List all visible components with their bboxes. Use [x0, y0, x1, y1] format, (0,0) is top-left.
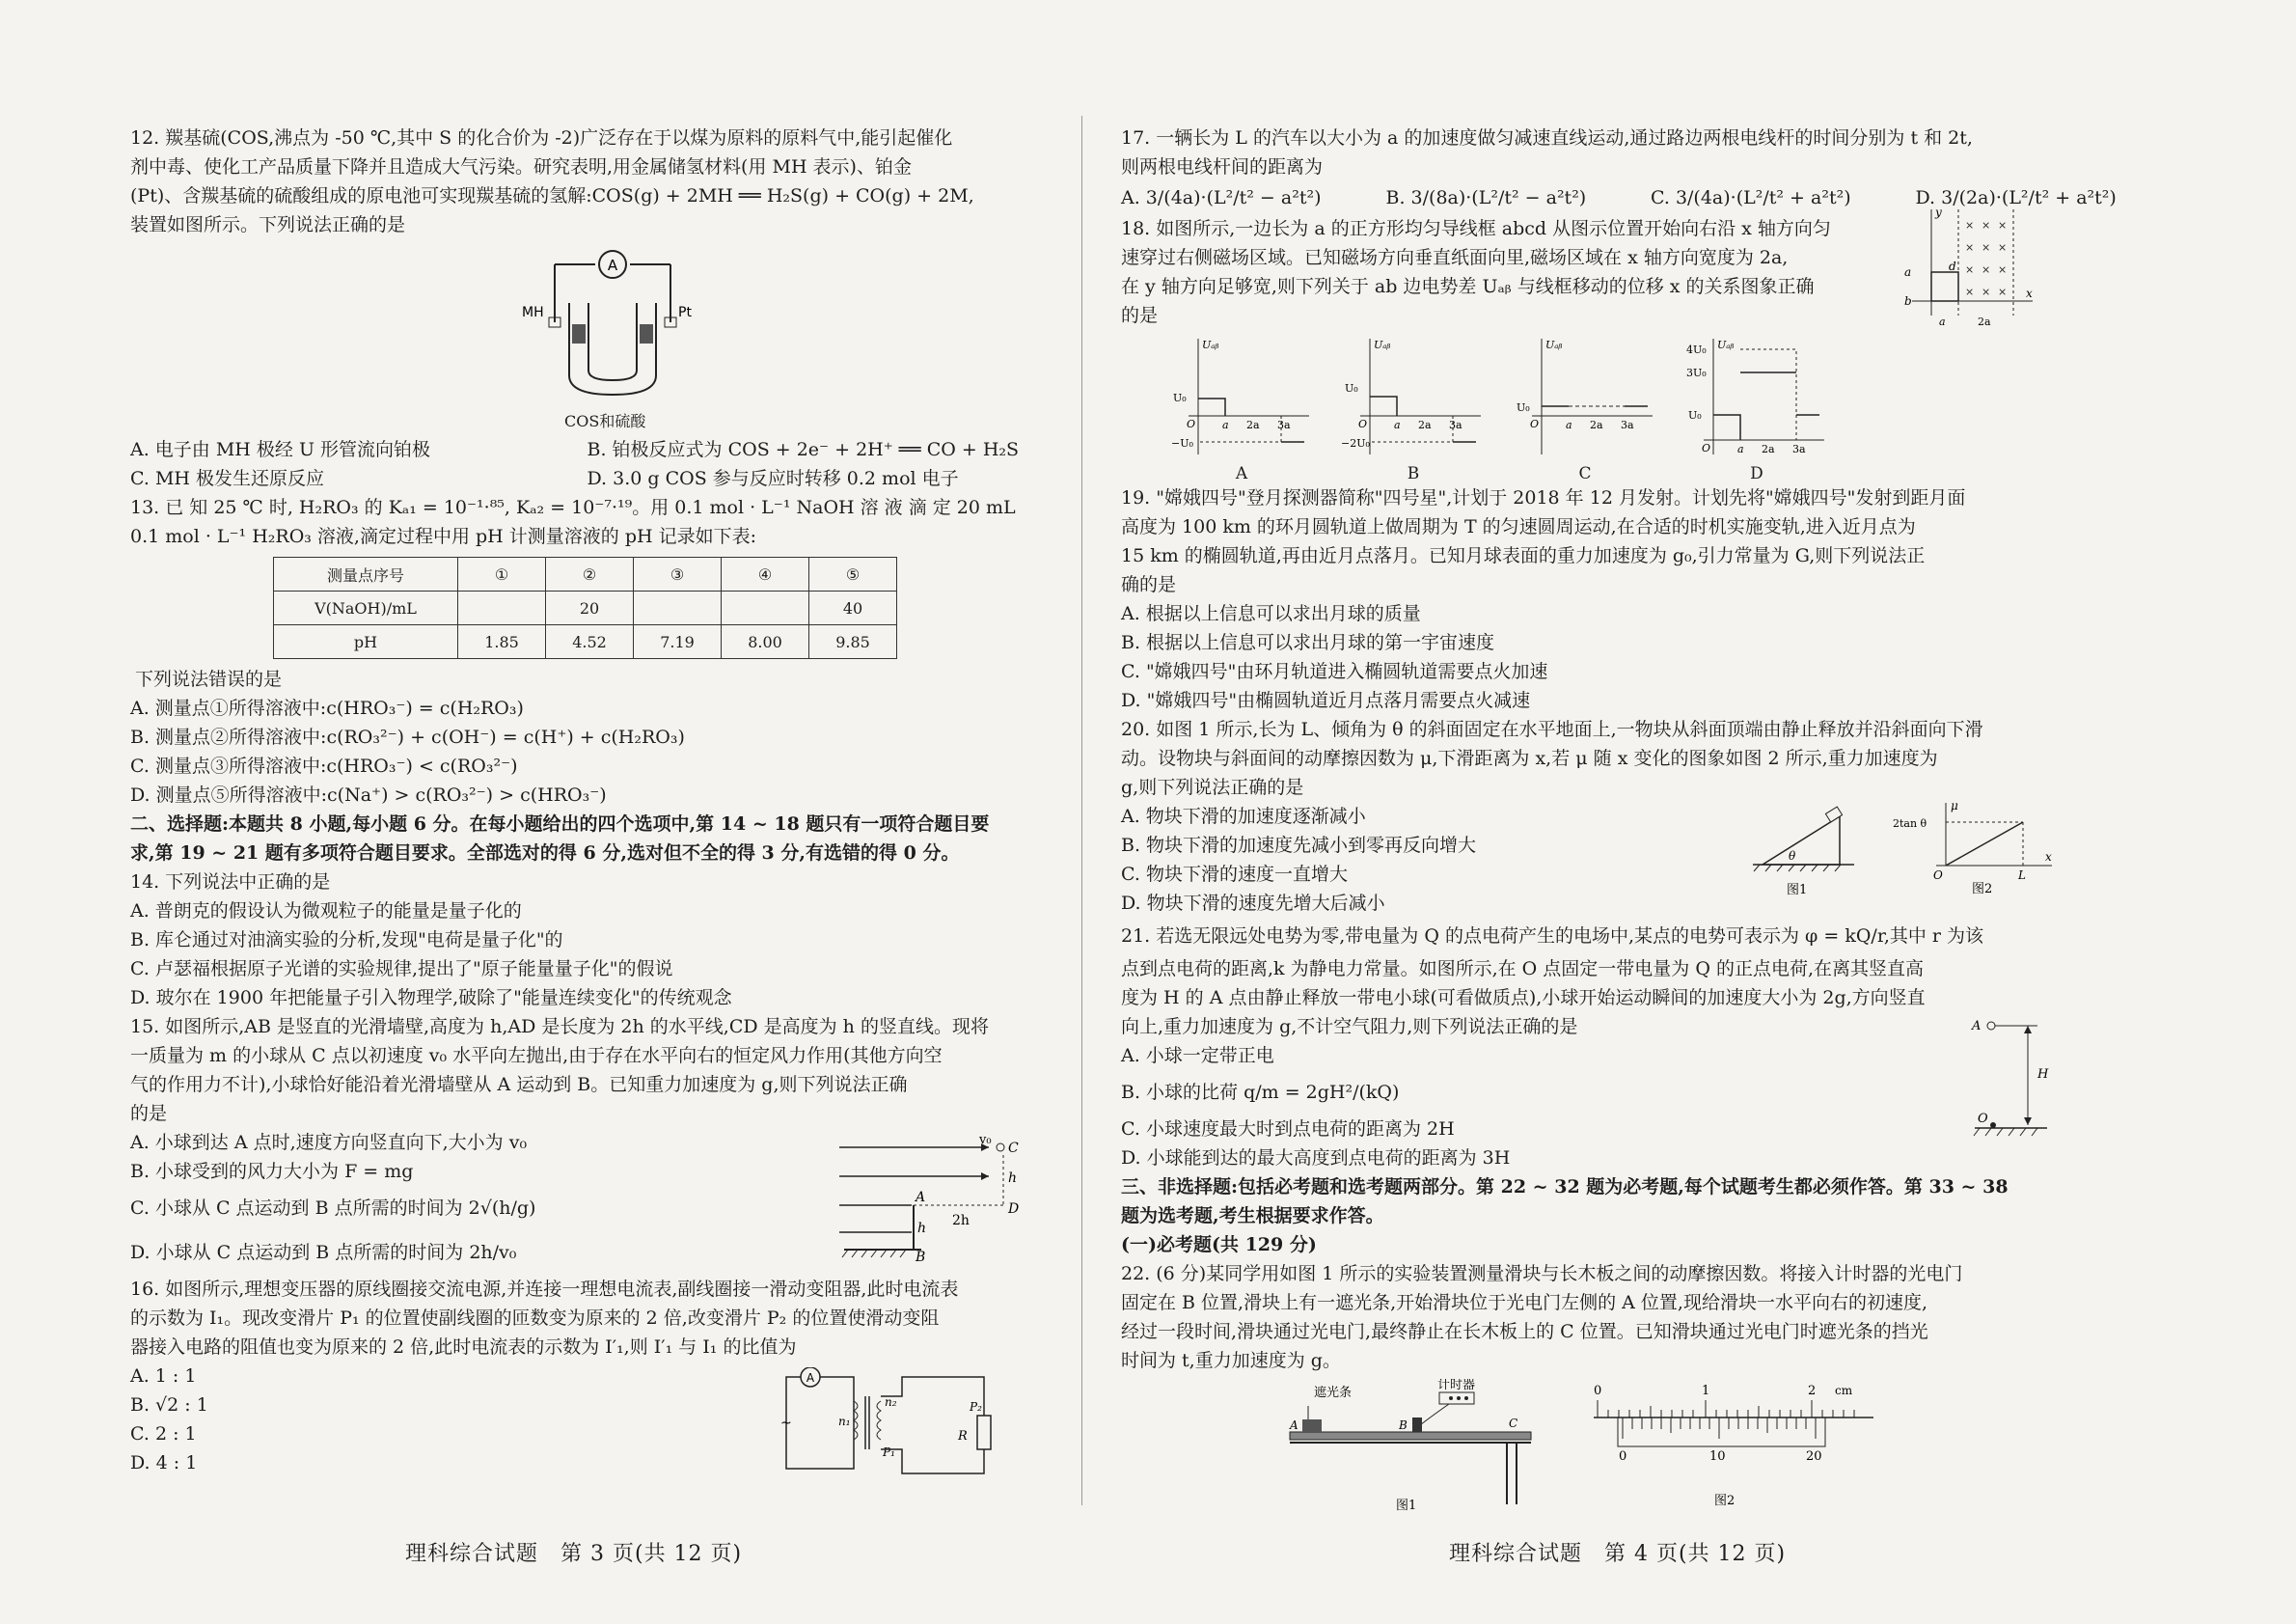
section-3-line-3: (一)必考题(共 129 分): [1121, 1234, 1317, 1255]
graph-b-label: B: [1407, 464, 1420, 483]
question-22: [1121, 1259, 2180, 1514]
vertex-b-label: b: [1904, 294, 1912, 308]
n1-label: n₁: [838, 1415, 851, 1428]
tick-a: a: [1566, 419, 1572, 431]
svg-text:×: ×: [1998, 241, 2008, 254]
ac-source-icon: ~: [780, 1416, 792, 1431]
q15-option-a: A. 小球到达 A 点时,速度方向竖直向下,大小为 v₀: [130, 1132, 528, 1153]
section-2-line-2: 求,第 19 ~ 21 题有多项符合题目要求。全部选对的得 6 分,选对但不全的得 3 分,有选错的得 0 分。: [130, 842, 960, 864]
table-header: ④: [722, 558, 809, 592]
q12-figure: [516, 245, 1044, 431]
q17-option-d: D. 3/(2a)·(L²/t² + a²t²): [1915, 187, 2117, 208]
width-2a-label: 2a: [1978, 316, 1991, 328]
q20-option-d: D. 物块下滑的速度先增大后减小: [1121, 893, 1385, 914]
section-3-line-1: 三、非选择题:包括必考题和选考题两部分。第 22 ~ 32 题为必考题,每个试题考生都必须作答。第 33 ~ 38: [1121, 1176, 2009, 1197]
q14-option-d: D. 玻尔在 1900 年把能量子引入物理学,破除了"能量连续变化"的传统观念: [130, 987, 732, 1008]
u0-label: U₀: [1345, 382, 1358, 395]
q12-option-d: D. 3.0 g COS 参与反应时转移 0.2 mol 电子: [587, 468, 959, 489]
theta-label: θ: [1789, 849, 1796, 863]
q20-line-3: g,则下列说法正确的是: [1121, 777, 1304, 798]
graph-b: [1341, 334, 1486, 483]
axis-y-label: Uₐᵦ: [1717, 339, 1735, 351]
question-21: [1121, 918, 2180, 1172]
vernier-scale-ticks: [1623, 1418, 1816, 1439]
question-14: [130, 867, 1044, 1012]
measurement-table: [273, 557, 897, 659]
magnetic-field-region-diagram: [1902, 205, 2037, 330]
p1-label: P₁: [883, 1445, 895, 1459]
svg-text:×: ×: [1965, 286, 1975, 298]
tick-2a: 2a: [1246, 419, 1260, 431]
svg-text:×: ×: [1982, 241, 1991, 254]
4u0-label: 4U₀: [1686, 344, 1707, 356]
point-b-label: B: [916, 1250, 926, 1261]
2h-label: 2h: [952, 1213, 970, 1228]
graph-d-label: D: [1750, 464, 1763, 483]
n2-label: n₂: [885, 1395, 897, 1409]
q19-line-1: 19. "嫦娥四号"登月探测器简称"四号星",计划于 2018 年 12 月发射。计划先将"嫦娥四号"发射到距月面: [1121, 487, 1966, 509]
q15-option-c: C. 小球从 C 点运动到 B 点所需的时间为 2√(h/g): [130, 1197, 536, 1219]
tick-3a: 3a: [1792, 443, 1806, 455]
question-19: [1121, 483, 2180, 715]
tick-a: a: [1222, 419, 1229, 431]
vernier-10: 10: [1709, 1449, 1726, 1464]
table-cell: 4.52: [546, 625, 634, 659]
tick-3a: 3a: [1621, 419, 1634, 431]
table-cell: 9.85: [809, 625, 897, 659]
neg-u0-label: −U₀: [1171, 437, 1193, 450]
vernier-0: 0: [1619, 1449, 1627, 1464]
q22-figures: [1285, 1379, 2180, 1514]
left-page-footer: 理科综合试题 第 3 页(共 12 页): [405, 1542, 743, 1566]
pt-electrode-label: Pt: [678, 305, 692, 320]
q18-line-2: 速穿过右侧磁场区域。已知磁场方向垂直纸面向里,磁场区域在 x 轴方向宽度为 2a,: [1121, 247, 1789, 268]
graph-a-label: A: [1235, 464, 1248, 483]
q19-option-b: B. 根据以上信息可以求出月球的第一宇宙速度: [1121, 632, 1495, 653]
v0-label: v₀: [979, 1136, 992, 1147]
graph-a: [1169, 334, 1314, 483]
ammeter-label: A: [607, 257, 618, 274]
table-cell: 7.19: [634, 625, 722, 659]
q15-line-2: 一质量为 m 的小球从 C 点以初速度 v₀ 水平向左抛出,由于存在水平向右的恒定风力作用(其他方向空: [130, 1045, 943, 1066]
tick-3a: 3a: [1449, 419, 1462, 431]
point-c-label: C: [1008, 1141, 1019, 1156]
q16-option-a: A. 1 : 1: [130, 1365, 197, 1387]
vertex-d-label: d: [1949, 260, 1956, 273]
q20-option-a: A. 物块下滑的加速度逐渐减小: [1121, 806, 1366, 827]
field-x-marks: [1965, 219, 2007, 298]
unit-cm: cm: [1835, 1384, 1853, 1397]
q16-option-b: B. √2 : 1: [130, 1394, 208, 1416]
svg-text:×: ×: [1998, 219, 2008, 232]
q14-stem: 14. 下列说法中正确的是: [130, 871, 331, 893]
q21-line-3: 度为 H 的 A 点由静止释放一带电小球(可看做质点),小球开始运动瞬间的加速度大小为 2g,方向竖直: [1121, 987, 1926, 1008]
q21-line-4: 向上,重力加速度为 g,不计空气阻力,则下列说法正确的是: [1121, 1016, 1578, 1037]
point-b-label: B: [1399, 1418, 1408, 1432]
q18-answer-graphs: [1169, 334, 2180, 483]
graph-d-plot: [1684, 334, 1829, 459]
two-tan-label: 2tan θ: [1893, 817, 1927, 830]
graph-a-plot: [1169, 334, 1314, 459]
y-axis-label: y: [1935, 206, 1942, 219]
q18-line-1: 18. 如图所示,一边长为 a 的正方形均匀导线框 abcd 从图示位置开始向右沿 x 轴方向匀: [1121, 218, 1831, 239]
q14-option-a: A. 普朗克的假设认为微观粒子的能量是量子化的: [130, 900, 522, 922]
timer-label: 计时器: [1437, 1379, 1476, 1392]
origin-label: O: [1933, 868, 1943, 882]
u0-label: U₀: [1688, 409, 1702, 422]
svg-text:×: ×: [1965, 219, 1975, 232]
q12-line-4: 装置如图所示。下列说法正确的是: [130, 214, 406, 235]
question-17: [1121, 124, 2180, 214]
r-label: R: [958, 1429, 968, 1444]
table-cell: [458, 592, 546, 625]
q16-option-d: D. 4 : 1: [130, 1452, 198, 1473]
q13-line-2: 0.1 mol · L⁻¹ H₂RO₃ 溶液,滴定过程中用 pH 计测量溶液的 pH 记录如下表:: [130, 526, 756, 547]
q15-line-1: 15. 如图所示,AB 是竖直的光滑墙壁,高度为 h,AD 是长度为 2h 的水平线,CD 是高度为 h 的竖直线。现将: [130, 1016, 989, 1037]
u-tube-cell-diagram: [516, 245, 709, 409]
q12-line-1: 12. 羰基硫(COS,沸点为 -50 ℃,其中 S 的化合价为 -2)广泛存在于以煤为原料的原料气中,能引起催化: [130, 127, 953, 149]
q16-line-3: 器接入电路的阻值也变为原来的 2 倍,此时电流表的示数为 I′₁,则 I′₁ 与 I₁ 的比值为: [130, 1336, 797, 1358]
section-2-line-1: 二、选择题:本题共 8 小题,每小题 6 分。在每小题给出的四个选项中,第 14 ~ 18 题只有一项符合题目要: [130, 813, 990, 835]
q22-line-3: 经过一段时间,滑块通过光电门,最终静止在长木板上的 C 位置。已知滑块通过光电门时遮光条的挡光: [1121, 1321, 1928, 1342]
svg-text:×: ×: [1998, 286, 2008, 298]
q19-line-2: 高度为 100 km 的环月圆轨道上做周期为 T 的匀速圆周运动,在合适的时机实施变轨,进入近月点为: [1121, 516, 1916, 537]
table-cell: 40: [809, 592, 897, 625]
graph-c-plot: [1513, 334, 1657, 459]
svg-text:×: ×: [1982, 263, 1991, 276]
point-o-label: O: [1978, 1112, 1988, 1126]
table-cell: V(NaOH)/mL: [274, 592, 458, 625]
q19-line-3: 15 km 的椭圆轨道,再由近月点落月。已知月球表面的重力加速度为 g₀,引力常量为 G,则下列说法正: [1121, 545, 1926, 566]
q20-option-b: B. 物块下滑的加速度先减小到零再反向增大: [1121, 835, 1477, 856]
svg-text:×: ×: [1998, 263, 2008, 276]
q21-option-b: B. 小球的比荷 q/m = 2gH²/(kQ): [1121, 1082, 1400, 1103]
graph-b-plot: [1341, 334, 1486, 459]
origin-label: O: [1358, 418, 1368, 430]
table-header: ⑤: [809, 558, 897, 592]
q18-line-4: 的是: [1121, 305, 1159, 326]
q21-option-c: C. 小球速度最大时到点电荷的距离为 2H: [1121, 1118, 1455, 1140]
q13-line-1: 13. 已 知 25 ℃ 时, H₂RO₃ 的 Kₐ₁ = 10⁻¹·⁸⁵, Kₐ₂ = 10⁻⁷·¹⁹。用 0.1 mol · L⁻¹ NaOH 溶 液 滴 定 20 mL: [130, 497, 1016, 518]
svg-text:×: ×: [1965, 241, 1975, 254]
point-charge-diagram: [1970, 1014, 2076, 1149]
q14-option-c: C. 卢瑟福根据原子光谱的实验规律,提出了"原子能量量子化"的假说: [130, 958, 673, 979]
vertex-a-label: a: [1904, 265, 1912, 279]
q20-line-2: 动。设物块与斜面间的动摩擦因数为 μ,下滑距离为 x,若 μ 随 x 变化的图象如图 2 所示,重力加速度为: [1121, 748, 1938, 769]
axis-y-label: Uₐᵦ: [1374, 339, 1391, 351]
x-axis-label: x: [2045, 850, 2052, 864]
q21-line-1: 21. 若选无限远处电势为零,带电量为 Q 的点电荷产生的电场中,某点的电势可表示为 φ = kQ/r,其中 r 为该: [1121, 925, 1984, 947]
svg-text:×: ×: [1965, 263, 1975, 276]
axis-y-label: Uₐᵦ: [1202, 339, 1219, 351]
p2-label: P₂: [970, 1400, 982, 1414]
table-header: ③: [634, 558, 722, 592]
q20-option-c: C. 物块下滑的速度一直增大: [1121, 864, 1348, 885]
table-row: [274, 592, 897, 625]
table-cell: 20: [546, 592, 634, 625]
u0-label: U₀: [1517, 401, 1530, 414]
section-3-line-2: 题为选考题,考生根据要求作答。: [1121, 1205, 1384, 1226]
q12-option-c: C. MH 极发生还原反应: [130, 468, 325, 489]
solution-label: COS和硫酸: [564, 412, 646, 430]
u0-label: U₀: [1173, 392, 1187, 404]
q12-option-a: A. 电子由 MH 极经 U 形管流向铂极: [130, 439, 430, 460]
q19-option-d: D. "嫦娥四号"由椭圆轨道近月点落月需要点火减速: [1121, 690, 1531, 711]
q18-line-3: 在 y 轴方向足够宽,则下列关于 ab 边电势差 Uₐᵦ 与线框移动的位移 x 的关系图象正确: [1121, 276, 1815, 297]
tick-a: a: [1737, 443, 1744, 455]
main-scale-ticks: [1598, 1400, 1854, 1418]
q13-option-b: B. 测量点②所得溶液中:c(RO₃²⁻) + c(OH⁻) = c(H⁺) + c(H₂RO₃): [130, 727, 685, 748]
mh-electrode-label: MH: [522, 305, 544, 320]
q13-option-a: A. 测量点①所得溶液中:c(HRO₃⁻) = c(H₂RO₃): [130, 698, 524, 719]
point-a-label: A: [1972, 1019, 1982, 1033]
q17-option-b: B. 3/(8a)·(L²/t² − a²t²): [1385, 187, 1587, 208]
q17-option-a: A. 3/(4a)·(L²/t² − a²t²): [1121, 187, 1322, 208]
figure-1-caption: 图1: [1396, 1499, 1417, 1513]
question-16: [130, 1275, 1044, 1477]
wall-ball-diagram: [834, 1136, 1056, 1261]
section-3-header: [1121, 1172, 2180, 1259]
tick-a: a: [1394, 419, 1401, 431]
q19-line-4: 确的是: [1121, 574, 1177, 595]
q16-option-c: C. 2 : 1: [130, 1423, 197, 1445]
vernier-caliper-figure: [1594, 1379, 1873, 1514]
svg-text:×: ×: [1982, 219, 1991, 232]
q13-stem-2: 下列说法错误的是: [135, 669, 283, 690]
main-scale-1: 1: [1702, 1384, 1710, 1398]
graph-c-label: C: [1578, 464, 1592, 483]
right-page-footer: 理科综合试题 第 4 页(共 12 页): [1449, 1542, 1787, 1566]
photogate-setup-figure: [1285, 1379, 1555, 1514]
table-row: [274, 625, 897, 659]
table-header: 测量点序号: [274, 558, 458, 592]
point-c-label: C: [1509, 1417, 1518, 1430]
q13-option-d: D. 测量点⑤所得溶液中:c(Na⁺) > c(RO₃²⁻) > c(HRO₃⁻): [130, 784, 607, 806]
q20-line-1: 20. 如图 1 所示,长为 L、倾角为 θ 的斜面固定在水平地面上,一物块从斜面顶端由静止释放并沿斜面向下滑: [1121, 719, 1983, 740]
section-2-header: [130, 810, 1044, 867]
table-cell: pH: [274, 625, 458, 659]
q17-option-c: C. 3/(4a)·(L²/t² + a²t²): [1651, 187, 1851, 208]
x-axis-label: x: [2026, 287, 2033, 300]
shield-strip-label: 遮光条: [1314, 1386, 1353, 1400]
table-cell: 8.00: [722, 625, 809, 659]
incline-figure-1: [1748, 802, 1864, 898]
axis-y-label: Uₐᵦ: [1545, 339, 1563, 351]
tick-2a: 2a: [1762, 443, 1775, 455]
q21-option-d: D. 小球能到达的最大高度到点电荷的距离为 3H: [1121, 1147, 1511, 1169]
q15-option-d: D. 小球从 C 点运动到 B 点所需的时间为 2h/v₀: [130, 1242, 517, 1263]
l-label: L: [2018, 868, 2026, 882]
question-12: [130, 124, 1044, 493]
q12-line-3: (Pt)、含羰基硫的硫酸组成的原电池可实现羰基硫的氢解:COS(g) + 2MH ══ H₂S(g) + CO(g) + 2M,: [130, 185, 974, 206]
q22-line-4: 时间为 t,重力加速度为 g。: [1121, 1350, 1341, 1371]
mu-vs-x-figure-2: [1893, 798, 2057, 895]
mu-axis-label: μ: [1951, 799, 1958, 812]
question-20: [1121, 715, 2180, 918]
origin-label: O: [1530, 418, 1540, 430]
vernier-20: 20: [1806, 1449, 1822, 1464]
question-15: [130, 1012, 1044, 1275]
table-header: ②: [546, 558, 634, 592]
q12-option-b: B. 铂极反应式为 COS + 2e⁻ + 2H⁺ ══ CO + H₂S: [587, 439, 1020, 460]
q12-line-2: 剂中毒、使化工产品质量下降并且造成大气污染。研究表明,用金属储氢材料(用 MH 表示)、铂金: [130, 156, 912, 178]
q15-option-b: B. 小球受到的风力大小为 F = mg: [130, 1161, 414, 1182]
left-page: [0, 0, 1082, 1624]
q19-option-c: C. "嫦娥四号"由环月轨道进入椭圆轨道需要点火加速: [1121, 661, 1548, 682]
figure-2-caption: 图2: [1972, 882, 1993, 895]
q22-line-2: 固定在 B 位置,滑块上有一遮光条,开始滑块位于光电门左侧的 A 位置,现给滑块一水平向右的初速度,: [1121, 1292, 1928, 1313]
q22-line-1: 22. (6 分)某同学用如图 1 所示的实验装置测量滑块与长木板之间的动摩擦因数。将接入计时器的光电门: [1121, 1263, 1963, 1284]
q19-option-a: A. 根据以上信息可以求出月球的质量: [1121, 603, 1421, 624]
q17-line-2: 则两根电线杆间的距离为: [1121, 156, 1324, 178]
tick-2a: 2a: [1590, 419, 1603, 431]
q21-option-a: A. 小球一定带正电: [1121, 1045, 1274, 1066]
table-header: ①: [458, 558, 546, 592]
point-a-label: A: [1290, 1418, 1298, 1432]
svg-text:×: ×: [1982, 286, 1991, 298]
q16-line-2: 的示数为 I₁。现改变滑片 P₁ 的位置使副线圈的匝数变为原来的 2 倍,改变滑片 P₂ 的位置使滑动变阻: [130, 1307, 940, 1329]
h-label: H: [2037, 1067, 2049, 1082]
main-scale-2: 2: [1808, 1384, 1817, 1398]
graph-c: [1513, 334, 1657, 483]
ammeter-label: A: [806, 1371, 815, 1385]
q16-line-1: 16. 如图所示,理想变压器的原线圈接交流电源,并连接一理想电流表,副线圈接一滑动变阻器,此时电流表: [130, 1279, 959, 1300]
h-label-left: h: [917, 1221, 927, 1236]
table-row: [274, 558, 897, 592]
origin-label: O: [1187, 418, 1196, 430]
graph-d: [1684, 334, 1829, 483]
figure-2-caption: 图2: [1714, 1494, 1736, 1508]
q21-line-2: 点到点电荷的距离,k 为静电力常量。如图所示,在 O 点固定一带电量为 Q 的正点电荷,在离其竖直高: [1121, 958, 1924, 979]
transformer-circuit-diagram: [777, 1367, 998, 1483]
table-cell: 1.85: [458, 625, 546, 659]
3u0-label: 3U₀: [1686, 367, 1707, 379]
table-cell: [722, 592, 809, 625]
q15-line-4: 的是: [130, 1103, 168, 1124]
question-18: [1121, 206, 2180, 483]
q14-option-b: B. 库仑通过对油滴实验的分析,发现"电荷是量子化"的: [130, 929, 563, 950]
h-label-right: h: [1008, 1170, 1018, 1186]
q17-line-1: 17. 一辆长为 L 的汽车以大小为 a 的加速度做匀减速直线运动,通过路边两根电线杆的时间分别为 t 和 2t,: [1121, 127, 1973, 149]
table-cell: [634, 592, 722, 625]
width-a-label: a: [1939, 316, 1946, 328]
main-scale-0: 0: [1594, 1384, 1602, 1398]
tick-2a: 2a: [1418, 419, 1432, 431]
point-d-label: D: [1008, 1201, 1020, 1217]
figure-1-caption: 图1: [1787, 883, 1808, 897]
tick-3a: 3a: [1277, 419, 1291, 431]
point-a-label: A: [916, 1190, 926, 1205]
right-page: [1082, 0, 2296, 1624]
question-13: [130, 493, 1044, 810]
origin-label: O: [1702, 442, 1711, 454]
q13-option-c: C. 测量点③所得溶液中:c(HRO₃⁻) < c(RO₃²⁻): [130, 756, 518, 777]
neg-2u0-label: −2U₀: [1341, 437, 1370, 450]
q15-line-3: 气的作用力不计),小球恰好能沿着光滑墙壁从 A 运动到 B。已知重力加速度为 g,则下列说法正确: [130, 1074, 908, 1095]
